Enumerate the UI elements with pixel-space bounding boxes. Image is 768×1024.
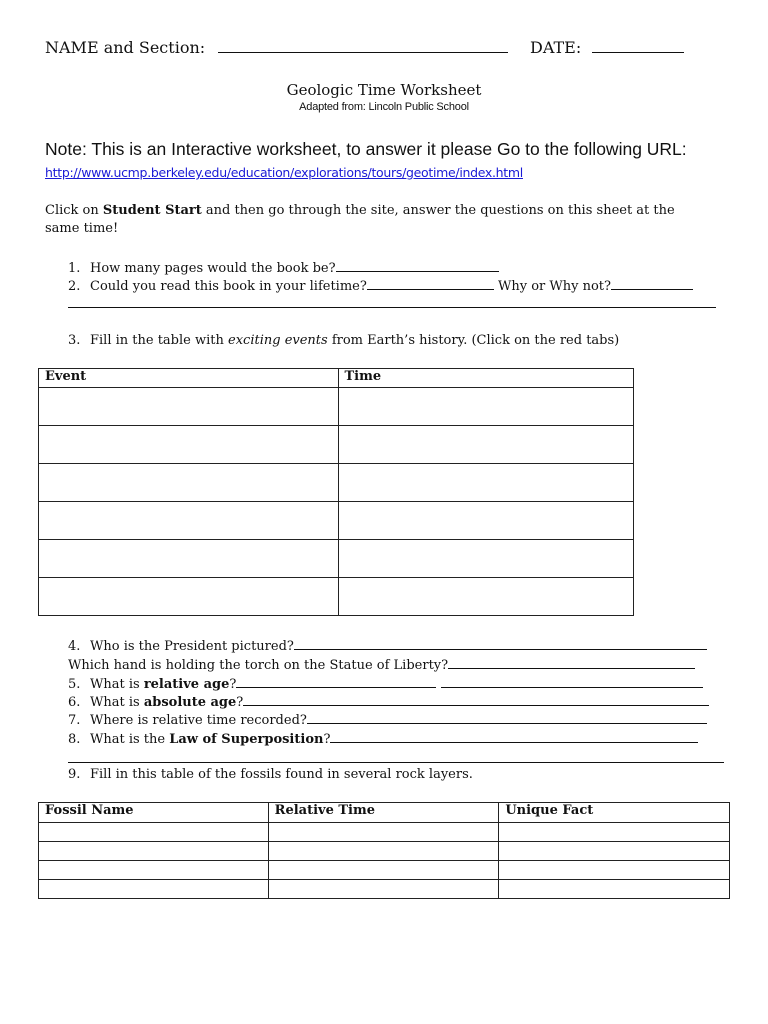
unique-fact-cell[interactable] [499, 823, 730, 842]
q1-number: 1. [68, 261, 81, 276]
question-5 [68, 675, 703, 692]
time-column-header: Time [338, 369, 634, 388]
question-3 [68, 333, 619, 348]
student-start-text: Student Start [102, 203, 202, 218]
event-cell[interactable] [39, 426, 339, 464]
question-7 [68, 711, 707, 728]
page-title: Geologic Time Worksheet [286, 81, 482, 99]
q2-number: 2. [68, 279, 81, 294]
event-cell[interactable] [39, 540, 339, 578]
fossil-table-header-row [39, 803, 730, 823]
q3-after: from Earth’s history. (Click on the red tabs) [327, 333, 620, 348]
q6-after: ? [236, 695, 244, 710]
table-row [39, 502, 634, 540]
fossil-name-cell[interactable] [39, 842, 269, 861]
table-row [39, 464, 634, 502]
question-8 [68, 730, 698, 747]
q8-extra-answer-line[interactable] [68, 762, 724, 763]
question-4b [68, 656, 695, 673]
law-of-superposition-text: Law of Superposition [169, 732, 324, 747]
q4b-answer-blank[interactable] [448, 656, 695, 669]
intro-after: and then go through the site, answer the questions on this sheet at the [201, 203, 675, 218]
table-row [39, 880, 730, 899]
events-table-header-row [39, 369, 634, 388]
question-2 [68, 277, 693, 294]
q3-italic: exciting events [228, 333, 328, 348]
date-label: DATE: [530, 38, 582, 57]
q8-number: 8. [68, 732, 81, 747]
table-row [39, 540, 634, 578]
name-label: NAME and Section: [45, 38, 206, 57]
fossil-name-cell[interactable] [39, 880, 269, 899]
worksheet-url-link[interactable]: http://www.ucmp.berkeley.edu/education/explorations/tours/geotime/index.html [45, 165, 523, 180]
unique-fact-column-header: Unique Fact [499, 803, 730, 823]
events-table [38, 368, 634, 616]
q9-number: 9. [68, 767, 81, 782]
q2-why-blank[interactable] [611, 277, 693, 290]
fossil-name-cell[interactable] [39, 823, 269, 842]
q3-before: Fill in the table with [90, 333, 229, 348]
q4b-text: Which hand is holding the torch on the Statue of Liberty? [68, 658, 449, 673]
fossil-table [38, 802, 730, 899]
q8-after: ? [323, 732, 331, 747]
question-6 [68, 693, 709, 710]
q1-answer-blank[interactable] [336, 259, 499, 272]
table-row [39, 388, 634, 426]
relative-time-cell[interactable] [268, 861, 499, 880]
q6-before: What is [90, 695, 144, 710]
table-row [39, 426, 634, 464]
q6-number: 6. [68, 695, 81, 710]
fossil-name-cell[interactable] [39, 861, 269, 880]
event-column-header: Event [39, 369, 339, 388]
unique-fact-cell[interactable] [499, 880, 730, 899]
note-text: Note: This is an Interactive worksheet, to answer it please Go to the following URL: [45, 139, 687, 159]
intro-line-1 [45, 203, 675, 218]
date-row [530, 38, 684, 57]
q7-text: Where is relative time recorded? [90, 713, 307, 728]
date-blank[interactable] [592, 40, 684, 53]
q4-text: Who is the President pictured? [90, 639, 294, 654]
fossil-name-column-header: Fossil Name [39, 803, 269, 823]
table-row [39, 842, 730, 861]
q7-answer-blank[interactable] [307, 711, 707, 724]
event-cell[interactable] [39, 464, 339, 502]
unique-fact-cell[interactable] [499, 861, 730, 880]
absolute-age-text: absolute age [143, 695, 237, 710]
event-cell[interactable] [39, 578, 339, 616]
relative-time-cell[interactable] [268, 823, 499, 842]
time-cell[interactable] [338, 578, 634, 616]
time-cell[interactable] [338, 540, 634, 578]
table-row [39, 861, 730, 880]
q8-answer-blank[interactable] [330, 730, 698, 743]
time-cell[interactable] [338, 502, 634, 540]
name-blank[interactable] [218, 40, 508, 53]
question-4 [68, 637, 707, 654]
relative-time-column-header: Relative Time [268, 803, 499, 823]
q5-before: What is [90, 677, 144, 692]
relative-age-text: relative age [143, 677, 230, 692]
relative-time-cell[interactable] [268, 880, 499, 899]
q2-answer-blank[interactable] [367, 277, 494, 290]
time-cell[interactable] [338, 388, 634, 426]
q2-why-text: Why or Why not? [497, 279, 611, 294]
unique-fact-cell[interactable] [499, 842, 730, 861]
q2-extra-answer-line[interactable] [68, 307, 716, 308]
name-section-row [45, 38, 508, 57]
q4-answer-blank[interactable] [294, 637, 707, 650]
time-cell[interactable] [338, 464, 634, 502]
relative-time-cell[interactable] [268, 842, 499, 861]
event-cell[interactable] [39, 388, 339, 426]
q4-number: 4. [68, 639, 81, 654]
table-row [39, 823, 730, 842]
question-9 [68, 767, 473, 782]
q8-before: What is the [90, 732, 170, 747]
question-1 [68, 259, 499, 276]
q9-text: Fill in this table of the fossils found in several rock layers. [90, 767, 473, 782]
q5-number: 5. [68, 677, 81, 692]
event-cell[interactable] [39, 502, 339, 540]
table-row [39, 578, 634, 616]
q5-after: ? [229, 677, 237, 692]
intro-before: Click on [45, 203, 103, 218]
q5-answer-blank-1[interactable] [236, 675, 436, 688]
q7-number: 7. [68, 713, 81, 728]
q1-text: How many pages would the book be? [90, 261, 336, 276]
q3-number: 3. [68, 333, 81, 348]
q5-answer-blank-2[interactable] [441, 675, 703, 688]
page-subtitle: Adapted from: Lincoln Public School [299, 101, 469, 113]
q6-answer-blank[interactable] [243, 693, 709, 706]
intro-line-2: same time! [45, 221, 119, 236]
q2-text: Could you read this book in your lifetime? [90, 279, 367, 294]
time-cell[interactable] [338, 426, 634, 464]
